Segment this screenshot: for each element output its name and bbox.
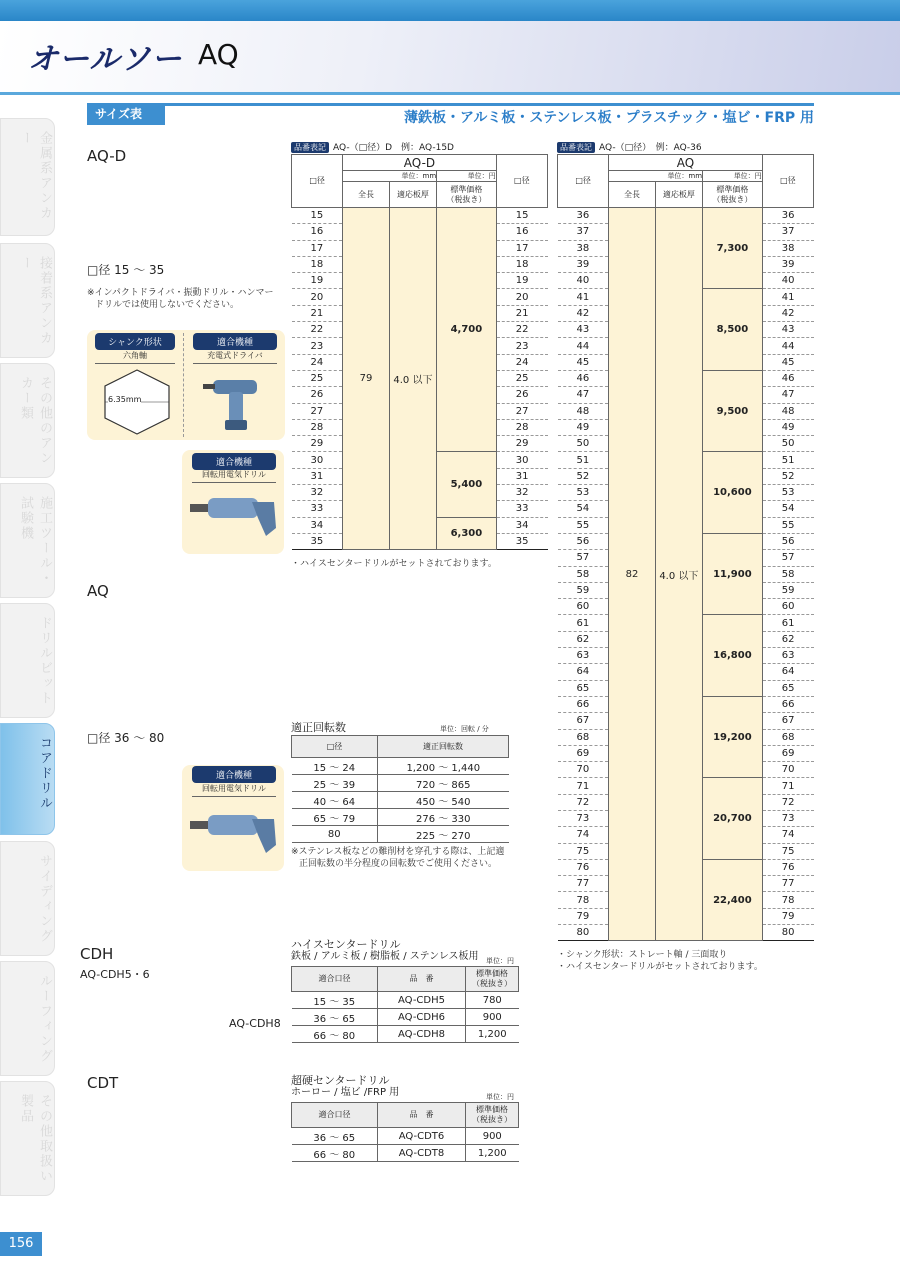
aq-footnote-2: ・ハイスセンタードリルがセットされております。	[557, 962, 763, 972]
size-left: 37	[558, 224, 609, 240]
size-right: 41	[762, 289, 813, 305]
aqd-size-table	[291, 154, 548, 550]
size-right: 33	[496, 501, 547, 517]
unit-yen: 単位：円	[703, 171, 763, 182]
code-badge: 品番表記	[291, 142, 329, 153]
size-left: 69	[558, 745, 609, 761]
size-left: 20	[292, 289, 343, 305]
cdh-price-label: 標準価格	[476, 969, 508, 978]
table-row	[292, 1009, 519, 1026]
aq-range: □径 36 ～ 80	[87, 731, 165, 745]
size-left: 79	[558, 908, 609, 924]
size-right: 42	[762, 305, 813, 321]
rotation-dia: 15 ～ 24	[292, 758, 378, 775]
cdh-unit: 単位：円	[486, 957, 514, 965]
brand-logo: オールソー	[28, 42, 183, 77]
size-right: 69	[762, 745, 813, 761]
cdh-title	[291, 939, 479, 963]
cdh-part: AQ-CDH8	[378, 1026, 466, 1043]
cdt-price-label: 標準価格	[476, 1105, 508, 1114]
col-price-sub: （税抜き）	[446, 194, 487, 204]
size-left: 35	[292, 533, 343, 549]
aqd-warning-2: ドリルでは使用しないでください。	[95, 300, 240, 310]
size-left: 53	[558, 485, 609, 501]
size-left: 46	[558, 370, 609, 386]
cdh-table	[291, 966, 519, 1043]
aq-machine-name: 回転用電気ドリル	[192, 783, 276, 797]
size-left: 50	[558, 436, 609, 452]
rotation-dia: 25 ～ 39	[292, 775, 378, 792]
size-right: 59	[762, 582, 813, 598]
size-left: 59	[558, 582, 609, 598]
top-bar	[0, 0, 900, 21]
drill-card-2	[182, 765, 284, 871]
size-right: 66	[762, 696, 813, 712]
col-length: 全長	[609, 182, 655, 208]
size-right: 29	[496, 436, 547, 452]
size-right: 63	[762, 648, 813, 664]
size-left: 78	[558, 892, 609, 908]
sidebar-tab-core-drill[interactable]: コアドリル	[0, 723, 55, 835]
size-left: 61	[558, 615, 609, 631]
table-row	[558, 208, 814, 224]
price-value: 19,200	[703, 696, 763, 777]
cdt-dia: 36 ～ 65	[292, 1128, 378, 1145]
size-right: 61	[762, 615, 813, 631]
price-value: 20,700	[703, 778, 763, 859]
sidebar-tab-adhesive-anchor[interactable]: 接着系アンカー	[0, 243, 55, 358]
size-left: 42	[558, 305, 609, 321]
price-value: 4,700	[437, 208, 497, 452]
size-right: 23	[496, 338, 547, 354]
size-right: 22	[496, 322, 547, 338]
size-left: 41	[558, 289, 609, 305]
unit-yen: 単位：円	[437, 171, 497, 182]
rotation-note-1: ※ステンレス板などの難削材を穿孔する際は、上記適	[291, 847, 505, 857]
aqd-name: AQ-D	[87, 147, 127, 165]
size-left: 21	[292, 305, 343, 321]
price-value: 9,500	[703, 370, 763, 451]
aqd-code: AQ-（□径）D 例：AQ-15D	[333, 143, 454, 153]
table-row	[292, 992, 519, 1009]
size-right: 16	[496, 224, 547, 240]
size-left: 67	[558, 713, 609, 729]
size-left: 75	[558, 843, 609, 859]
model-title: AQ	[198, 38, 239, 71]
cdt-name: CDT	[87, 1074, 119, 1092]
size-right: 72	[762, 794, 813, 810]
size-left: 63	[558, 648, 609, 664]
table-row	[292, 1128, 519, 1145]
price-value: 6,300	[437, 517, 497, 550]
thickness-value: 4.0 以下	[389, 208, 436, 550]
cdh-part: AQ-CDH6	[378, 1009, 466, 1026]
size-right: 32	[496, 485, 547, 501]
size-right: 56	[762, 533, 813, 549]
cdt-part: AQ-CDT8	[378, 1145, 466, 1162]
cdh-name: CDH	[80, 945, 114, 963]
size-right: 19	[496, 273, 547, 289]
size-left: 44	[558, 338, 609, 354]
section-label: サイズ表	[87, 103, 165, 125]
table-row	[292, 1145, 519, 1162]
size-left: 32	[292, 485, 343, 501]
size-right: 21	[496, 305, 547, 321]
rotation-title: 適正回転数	[291, 721, 346, 734]
cdt-col-price	[466, 1103, 519, 1128]
size-left: 66	[558, 696, 609, 712]
col-dia-left: □径	[292, 155, 343, 208]
header-rule	[0, 92, 900, 95]
size-right: 15	[496, 208, 547, 224]
size-left: 48	[558, 403, 609, 419]
cdh-dia: 66 ～ 80	[292, 1026, 378, 1043]
shank-title: シャンク形状	[95, 333, 175, 350]
size-right: 68	[762, 729, 813, 745]
price-value: 11,900	[703, 533, 763, 614]
rotation-rpm: 450 ～ 540	[378, 792, 509, 809]
size-left: 68	[558, 729, 609, 745]
size-left: 73	[558, 810, 609, 826]
size-right: 75	[762, 843, 813, 859]
length-value: 79	[343, 208, 389, 550]
size-right: 35	[496, 533, 547, 549]
cdh-title-2: 鉄板 / アルミ板 / 樹脂板 / ステンレス板用	[291, 951, 479, 962]
cdt-col-dia: 適合口径	[292, 1103, 378, 1128]
rotation-table	[291, 735, 509, 843]
sidebar-tab-metal-anchor[interactable]: 金属系アンカー	[0, 118, 55, 236]
size-right: 62	[762, 631, 813, 647]
cdh-models: AQ-CDH5・6	[80, 968, 150, 981]
size-left: 62	[558, 631, 609, 647]
section-bar	[87, 103, 814, 125]
size-right: 44	[762, 338, 813, 354]
sidebar-tab-other-products[interactable]: その他取扱い製品	[0, 1081, 55, 1196]
cdt-unit: 単位：円	[486, 1093, 514, 1101]
cdh-col-part: 品 番	[378, 967, 466, 992]
size-right: 37	[762, 224, 813, 240]
size-left: 19	[292, 273, 343, 289]
price-value: 7,300	[703, 208, 763, 289]
size-left: 23	[292, 338, 343, 354]
cdh-extra: AQ-CDH8	[229, 1017, 281, 1030]
size-left: 30	[292, 452, 343, 468]
size-left: 38	[558, 240, 609, 256]
cdh-dia: 36 ～ 65	[292, 1009, 378, 1026]
size-left: 52	[558, 468, 609, 484]
price-value: 16,800	[703, 615, 763, 696]
col-price-sub: （税抜き）	[712, 194, 753, 204]
aqd-range: □径 15 ～ 35	[87, 263, 165, 277]
size-left: 70	[558, 762, 609, 778]
machine-title: 適合機種	[193, 333, 277, 350]
size-right: 20	[496, 289, 547, 305]
machine2-title: 適合機種	[192, 453, 276, 470]
size-right: 45	[762, 354, 813, 370]
size-right: 30	[496, 452, 547, 468]
rotation-rpm: 225 ～ 270	[378, 826, 509, 843]
size-right: 49	[762, 419, 813, 435]
length-value: 82	[609, 208, 655, 941]
col-price-label: 標準価格	[716, 184, 749, 194]
col-thickness: 適応板厚	[655, 182, 702, 208]
table-row	[292, 1026, 519, 1043]
size-right: 55	[762, 517, 813, 533]
size-left: 71	[558, 778, 609, 794]
cdh-price-sub: （税抜き）	[472, 979, 512, 988]
cdt-dia: 66 ～ 80	[292, 1145, 378, 1162]
cdt-price: 900	[466, 1128, 519, 1145]
aq-code-line	[557, 140, 702, 153]
cdt-title-1: 超硬センタードリル	[291, 1074, 390, 1087]
aqd-footnote: ・ハイスセンタードリルがセットされております。	[291, 559, 497, 569]
size-left: 57	[558, 550, 609, 566]
code-badge: 品番表記	[557, 142, 595, 153]
size-left: 60	[558, 599, 609, 615]
cdh-title-1: ハイスセンタードリル	[291, 938, 401, 951]
machine2-name: 回転用電気ドリル	[192, 469, 276, 483]
table-row	[292, 792, 509, 809]
size-right: 28	[496, 419, 547, 435]
col-price	[437, 182, 497, 208]
size-left: 76	[558, 859, 609, 875]
col-price	[703, 182, 763, 208]
sidebar-tab-tools[interactable]: 施工ツール・試験機	[0, 483, 55, 598]
size-left: 56	[558, 533, 609, 549]
rotation-dia: 80	[292, 826, 378, 843]
sidebar-tab-drill-bit[interactable]: ドリルビット	[0, 603, 55, 718]
size-right: 54	[762, 501, 813, 517]
size-right: 34	[496, 517, 547, 533]
size-right: 26	[496, 387, 547, 403]
size-right: 70	[762, 762, 813, 778]
size-right: 60	[762, 599, 813, 615]
size-right: 73	[762, 810, 813, 826]
rotation-col-rpm: 適正回転数	[378, 736, 509, 758]
table-row	[292, 809, 509, 826]
drill-card-1	[182, 450, 284, 554]
section-title: 薄鉄板・アルミ板・ステンレス板・プラスチック・塩ビ・FRP 用	[403, 110, 814, 126]
size-left: 74	[558, 827, 609, 843]
sidebar-tab-roofing[interactable]: ルーフィング	[0, 961, 55, 1076]
size-left: 45	[558, 354, 609, 370]
size-right: 80	[762, 925, 813, 941]
size-right: 40	[762, 273, 813, 289]
size-right: 50	[762, 436, 813, 452]
size-left: 40	[558, 273, 609, 289]
size-left: 77	[558, 876, 609, 892]
size-left: 80	[558, 925, 609, 941]
col-thickness: 適応板厚	[389, 182, 436, 208]
table-row	[292, 826, 509, 843]
size-right: 39	[762, 256, 813, 272]
size-left: 47	[558, 387, 609, 403]
shank-size: 6.35mm	[108, 395, 142, 404]
size-left: 24	[292, 354, 343, 370]
cdh-price: 1,200	[466, 1026, 519, 1043]
electric-drill-icon	[188, 805, 280, 865]
size-right: 53	[762, 485, 813, 501]
size-left: 28	[292, 419, 343, 435]
size-right: 77	[762, 876, 813, 892]
size-right: 27	[496, 403, 547, 419]
size-left: 64	[558, 664, 609, 680]
aqd-warning-1: ※インパクトドライバ・振動ドリル・ハンマー	[87, 288, 274, 298]
rotation-rpm: 720 ～ 865	[378, 775, 509, 792]
cdh-col-price	[466, 967, 519, 992]
price-value: 22,400	[703, 859, 763, 940]
size-right: 58	[762, 566, 813, 582]
size-left: 55	[558, 517, 609, 533]
rotation-dia: 40 ～ 64	[292, 792, 378, 809]
cdt-part: AQ-CDT6	[378, 1128, 466, 1145]
cdt-table	[291, 1102, 519, 1162]
price-value: 5,400	[437, 452, 497, 517]
card-divider	[183, 333, 184, 437]
electric-drill-icon	[188, 488, 280, 548]
size-left: 29	[292, 436, 343, 452]
rotation-unit: 単位：回転 / 分	[440, 725, 489, 733]
size-right: 24	[496, 354, 547, 370]
table-title: AQ	[609, 155, 762, 171]
size-left: 26	[292, 387, 343, 403]
aq-machine-title: 適合機種	[192, 766, 276, 783]
size-right: 18	[496, 256, 547, 272]
size-right: 57	[762, 550, 813, 566]
size-right: 52	[762, 468, 813, 484]
machine-name: 充電式ドライバ	[193, 350, 277, 364]
aq-code: AQ-（□径） 例：AQ-36	[599, 143, 702, 153]
rotation-rpm: 276 ～ 330	[378, 809, 509, 826]
size-right: 47	[762, 387, 813, 403]
size-right: 36	[762, 208, 813, 224]
cdh-col-dia: 適合口径	[292, 967, 378, 992]
table-title: AQ-D	[343, 155, 496, 171]
size-left: 25	[292, 370, 343, 386]
table-row	[292, 758, 509, 775]
size-right: 64	[762, 664, 813, 680]
size-right: 48	[762, 403, 813, 419]
size-right: 67	[762, 713, 813, 729]
size-left: 43	[558, 322, 609, 338]
aq-name: AQ	[87, 582, 109, 600]
size-left: 34	[292, 517, 343, 533]
size-left: 15	[292, 208, 343, 224]
size-right: 31	[496, 468, 547, 484]
aqd-code-line	[291, 140, 454, 153]
cdt-title	[291, 1075, 399, 1099]
size-right: 79	[762, 908, 813, 924]
size-left: 17	[292, 240, 343, 256]
rotation-col-dia: □径	[292, 736, 378, 758]
size-left: 51	[558, 452, 609, 468]
cdt-title-2: ホーロー / 塩ビ /FRP 用	[291, 1087, 400, 1098]
size-right: 71	[762, 778, 813, 794]
size-left: 72	[558, 794, 609, 810]
sidebar-tab-siding[interactable]: サイディング	[0, 841, 55, 956]
aq-footnote-1: ・シャンク形状：ストレート軸 / 三面取り	[557, 950, 728, 960]
size-left: 36	[558, 208, 609, 224]
col-dia-right: □径	[762, 155, 813, 208]
size-left: 54	[558, 501, 609, 517]
rotation-rpm: 1,200 ～ 1,440	[378, 758, 509, 775]
rotation-note-2: 正回転数の半分程度の回転数でご使用ください。	[299, 859, 498, 869]
cdt-col-part: 品 番	[378, 1103, 466, 1128]
table-row	[292, 775, 509, 792]
unit-mm: 単位：mm	[609, 171, 703, 182]
size-left: 27	[292, 403, 343, 419]
table-row	[292, 208, 548, 224]
col-price-label: 標準価格	[450, 184, 483, 194]
size-right: 65	[762, 680, 813, 696]
col-dia-left: □径	[558, 155, 609, 208]
size-left: 65	[558, 680, 609, 696]
size-left: 58	[558, 566, 609, 582]
size-right: 17	[496, 240, 547, 256]
size-right: 74	[762, 827, 813, 843]
cdt-price: 1,200	[466, 1145, 519, 1162]
page-number: 156	[0, 1232, 42, 1256]
rotation-dia: 65 ～ 79	[292, 809, 378, 826]
size-right: 38	[762, 240, 813, 256]
size-right: 25	[496, 370, 547, 386]
size-left: 16	[292, 224, 343, 240]
price-value: 10,600	[703, 452, 763, 533]
thickness-value: 4.0 以下	[655, 208, 702, 941]
size-left: 33	[292, 501, 343, 517]
cdh-price: 780	[466, 992, 519, 1009]
sidebar-tab-other-anchor[interactable]: その他のアンカー類	[0, 363, 55, 478]
size-left: 39	[558, 256, 609, 272]
impact-driver-icon	[199, 370, 279, 436]
shank-card	[87, 330, 285, 440]
size-right: 78	[762, 892, 813, 908]
size-left: 22	[292, 322, 343, 338]
cdh-part: AQ-CDH5	[378, 992, 466, 1009]
size-left: 18	[292, 256, 343, 272]
size-right: 43	[762, 322, 813, 338]
size-right: 76	[762, 859, 813, 875]
size-left: 49	[558, 419, 609, 435]
size-right: 51	[762, 452, 813, 468]
cdh-dia: 15 ～ 35	[292, 992, 378, 1009]
section-rule	[87, 103, 814, 106]
cdh-price: 900	[466, 1009, 519, 1026]
aq-size-table	[557, 154, 814, 941]
cdt-price-sub: （税抜き）	[472, 1115, 512, 1124]
shank-type: 六角軸	[95, 350, 175, 364]
col-length: 全長	[343, 182, 389, 208]
col-dia-right: □径	[496, 155, 547, 208]
price-value: 8,500	[703, 289, 763, 370]
unit-mm: 単位：mm	[343, 171, 437, 182]
size-left: 31	[292, 468, 343, 484]
size-right: 46	[762, 370, 813, 386]
